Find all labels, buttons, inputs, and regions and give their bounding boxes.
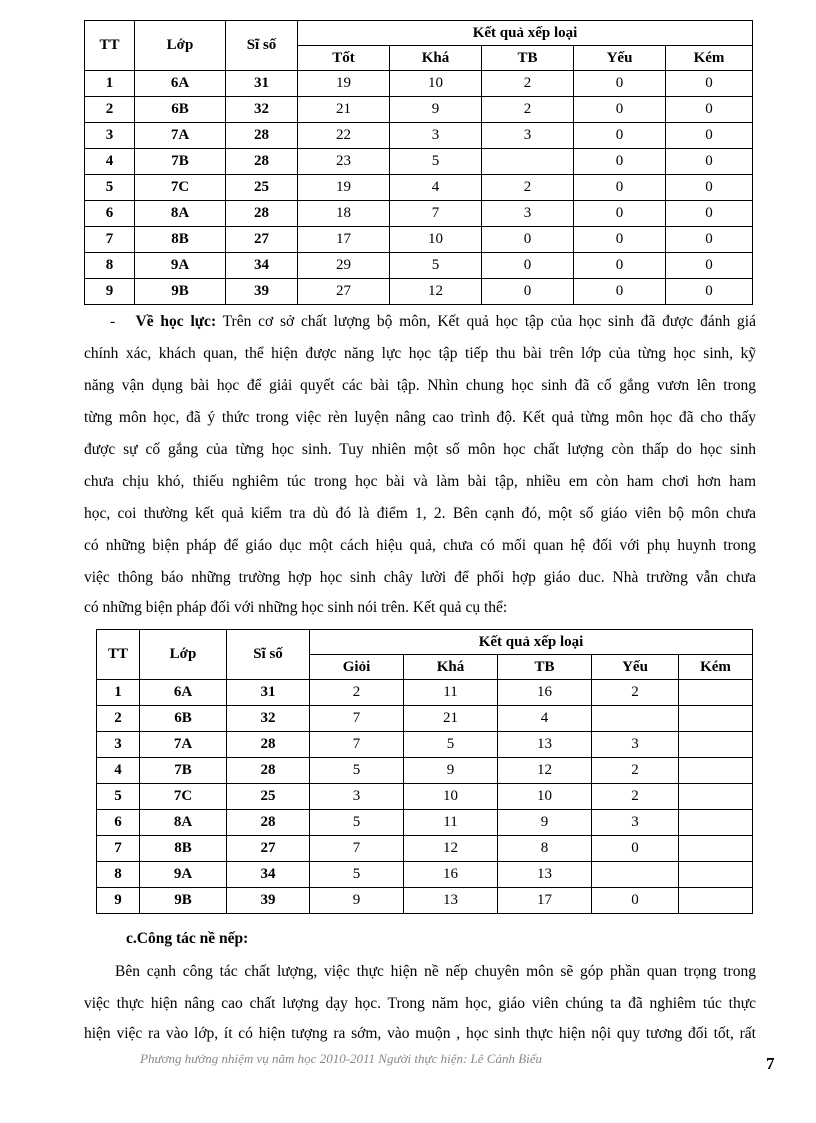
table-cell: 3 — [85, 123, 135, 149]
table-cell: 10 — [390, 71, 482, 97]
table-cell: 3 — [390, 123, 482, 149]
table-cell: 5 — [404, 732, 498, 758]
paragraph-line: học, coi thường kết quả kiểm tra dù đó là điểm 1, 2. Bên cạnh đó, một số giáo viên bộ môn chưa — [84, 505, 756, 522]
table-row — [85, 97, 753, 123]
table-cell: 0 — [666, 279, 753, 305]
paragraph-line: chính xác, khách quan, thể hiện được năng lực học tập tiếp thu bài trên lớp của từng học sinh, kỹ — [84, 345, 756, 362]
table-cell: 28 — [227, 758, 310, 784]
table-cell: 2 — [97, 706, 140, 732]
table-cell: 9A — [135, 253, 226, 279]
table-cell: 0 — [592, 836, 679, 862]
table-cell — [679, 784, 753, 810]
table-cell — [679, 758, 753, 784]
table-row — [97, 888, 753, 914]
paragraph-line: năng vận dụng bài học để giải quyết các bài tập. Nhìn chung học sinh đã cố gắng vươn lên trong — [84, 377, 756, 394]
table-cell — [679, 810, 753, 836]
table-row — [85, 149, 753, 175]
table-cell: 16 — [404, 862, 498, 888]
subheader-kha: Khá — [404, 655, 498, 680]
header-ket-qua: Kết quả xếp loại — [298, 21, 753, 46]
table-cell: 0 — [574, 279, 666, 305]
academic-results-table — [96, 629, 753, 914]
subheader-tot: Tốt — [298, 46, 390, 71]
table-cell: 10 — [404, 784, 498, 810]
table-cell: 19 — [298, 175, 390, 201]
table-cell: 7C — [135, 175, 226, 201]
subheader-kha: Khá — [390, 46, 482, 71]
table-cell: 3 — [592, 810, 679, 836]
table-cell: 21 — [298, 97, 390, 123]
paragraph-line: có những biện pháp để giáo dục một cách hiệu quả, chưa có mối quan hệ đối với phụ huynh trong — [84, 537, 756, 554]
table-cell: 7B — [140, 758, 227, 784]
table-cell: 12 — [404, 836, 498, 862]
table-row — [97, 862, 753, 888]
table-row — [85, 71, 753, 97]
paragraph-line: chưa chịu khó, thiếu nghiêm túc trong học bài và làm bài tập, nhiều em còn ham chơi hơn ham — [84, 473, 756, 490]
table-cell: 0 — [574, 175, 666, 201]
table-cell: 9 — [390, 97, 482, 123]
table-cell: 3 — [482, 123, 574, 149]
table-cell: 9 — [498, 810, 592, 836]
section-line: hiện việc ra vào lớp, ít có hiện tượng ra sớm, vào muộn , học sinh thực hiện nội quy tương đối tốt, rất — [84, 1025, 756, 1042]
table-cell: 0 — [666, 71, 753, 97]
table-cell: 3 — [310, 784, 404, 810]
table-cell: 17 — [298, 227, 390, 253]
table-cell: 2 — [482, 175, 574, 201]
table-cell: 2 — [482, 71, 574, 97]
table-cell: 5 — [97, 784, 140, 810]
header-lop: Lớp — [135, 21, 226, 71]
subheader-kem: Kém — [679, 655, 753, 680]
table-cell: 5 — [310, 862, 404, 888]
table-cell: 5 — [85, 175, 135, 201]
table-cell: 9B — [135, 279, 226, 305]
page-number: 7 — [766, 1054, 775, 1073]
section-heading: c.Công tác nề nếp: — [126, 930, 249, 947]
subheader-yeu: Yếu — [592, 655, 679, 680]
table-cell: 9A — [140, 862, 227, 888]
table-cell: 0 — [482, 279, 574, 305]
table-cell: 7A — [140, 732, 227, 758]
subheader-yeu: Yếu — [574, 46, 666, 71]
table-cell: 9 — [310, 888, 404, 914]
table-cell: 8A — [135, 201, 226, 227]
table-cell: 7A — [135, 123, 226, 149]
table-cell: 27 — [227, 836, 310, 862]
table-body — [85, 71, 753, 305]
table-cell: 32 — [226, 97, 298, 123]
subheader-gioi: Giỏi — [310, 655, 404, 680]
table-cell: 28 — [227, 810, 310, 836]
table-cell: 6B — [135, 97, 226, 123]
table-cell: 0 — [592, 888, 679, 914]
table-cell: 2 — [310, 680, 404, 706]
table-cell: 6 — [97, 810, 140, 836]
table-row — [97, 732, 753, 758]
table-cell: 2 — [592, 680, 679, 706]
table-cell — [679, 680, 753, 706]
table-cell: 23 — [298, 149, 390, 175]
table-cell: 0 — [482, 253, 574, 279]
table-cell: 2 — [482, 97, 574, 123]
table-cell: 0 — [482, 227, 574, 253]
table-row — [85, 279, 753, 305]
table-cell: 3 — [482, 201, 574, 227]
table-cell: 7 — [310, 732, 404, 758]
table-cell: 0 — [666, 175, 753, 201]
table-cell: 4 — [498, 706, 592, 732]
table-cell: 5 — [310, 758, 404, 784]
table-cell: 6A — [135, 71, 226, 97]
table-row — [85, 123, 753, 149]
header-lop: Lớp — [140, 630, 227, 680]
subheader-tb: TB — [498, 655, 592, 680]
table-cell: 9 — [97, 888, 140, 914]
table-cell: 0 — [574, 71, 666, 97]
table-cell: 34 — [226, 253, 298, 279]
table-body — [97, 680, 753, 914]
header-ket-qua: Kết quả xếp loại — [310, 630, 753, 655]
table-cell: 18 — [298, 201, 390, 227]
table-cell: 1 — [97, 680, 140, 706]
table-cell: 19 — [298, 71, 390, 97]
table-row — [85, 175, 753, 201]
table-cell: 5 — [390, 253, 482, 279]
table-cell: 32 — [227, 706, 310, 732]
table-cell: 8B — [140, 836, 227, 862]
table-cell: 27 — [298, 279, 390, 305]
table-cell: 4 — [85, 149, 135, 175]
table-cell — [679, 888, 753, 914]
table-row — [85, 201, 753, 227]
table-cell — [592, 706, 679, 732]
table-cell: 0 — [666, 253, 753, 279]
bullet: - — [110, 313, 116, 330]
table-cell: 6A — [140, 680, 227, 706]
subheader-tb: TB — [482, 46, 574, 71]
table-cell: 28 — [226, 123, 298, 149]
table-cell — [679, 862, 753, 888]
table-cell: 31 — [227, 680, 310, 706]
table-cell: 9 — [85, 279, 135, 305]
table-cell: 0 — [666, 227, 753, 253]
table-cell: 7 — [310, 836, 404, 862]
table-cell: 0 — [666, 201, 753, 227]
table-row — [97, 784, 753, 810]
table-cell: 39 — [227, 888, 310, 914]
table-cell: 9B — [140, 888, 227, 914]
header-tt: TT — [85, 21, 135, 71]
table-cell: 2 — [85, 97, 135, 123]
table-cell: 0 — [666, 97, 753, 123]
table-cell: 13 — [498, 732, 592, 758]
table-cell: 7 — [97, 836, 140, 862]
table-row — [97, 706, 753, 732]
table-cell: 29 — [298, 253, 390, 279]
table-cell: 11 — [404, 810, 498, 836]
header-siso: Sĩ số — [227, 630, 310, 680]
paragraph-title: Về học lực: — [135, 313, 217, 330]
table-cell: 28 — [226, 201, 298, 227]
section-line: Bên cạnh công tác chất lượng, việc thực hiện nề nếp chuyên môn sẽ góp phần quan trọng trong — [115, 963, 756, 980]
table-cell: 7 — [390, 201, 482, 227]
table-cell: 25 — [226, 175, 298, 201]
table-cell: 4 — [390, 175, 482, 201]
paragraph-line: việc thông báo những trường hợp học sinh chây lười để phối hợp giáo duc. Nhà trường vẫn chưa — [84, 569, 756, 586]
table-cell: 0 — [574, 227, 666, 253]
table-cell: 2 — [592, 784, 679, 810]
paragraph-line: có những biện pháp đối với những học sinh nói trên. Kết quả cụ thể: — [84, 599, 508, 616]
table-cell: 21 — [404, 706, 498, 732]
table-cell: 9 — [404, 758, 498, 784]
table-row — [85, 227, 753, 253]
table-row — [97, 810, 753, 836]
table-cell — [592, 862, 679, 888]
paragraph-text: Trên cơ sở chất lượng bộ môn, Kết quả học tập của học sinh đã được đánh giá — [222, 313, 756, 330]
table-cell: 11 — [404, 680, 498, 706]
table-cell: 22 — [298, 123, 390, 149]
table-cell: 10 — [390, 227, 482, 253]
table-cell: 8 — [85, 253, 135, 279]
table-cell: 28 — [227, 732, 310, 758]
table-cell: 13 — [498, 862, 592, 888]
table-cell: 0 — [666, 149, 753, 175]
table-cell: 7C — [140, 784, 227, 810]
table-cell: 17 — [498, 888, 592, 914]
header-siso: Sĩ số — [226, 21, 298, 71]
table-cell: 8 — [498, 836, 592, 862]
table-cell: 27 — [226, 227, 298, 253]
table-cell: 0 — [574, 97, 666, 123]
conduct-results-table — [84, 20, 753, 305]
table-cell: 0 — [574, 149, 666, 175]
table-cell: 10 — [498, 784, 592, 810]
page-footer: Phương hướng nhiệm vụ năm học 2010-2011 Người thực hiện: Lê Cảnh Biểu — [140, 1051, 543, 1066]
table-cell — [679, 836, 753, 862]
table-cell: 8A — [140, 810, 227, 836]
table-cell: 31 — [226, 71, 298, 97]
table-row — [85, 253, 753, 279]
table-cell: 4 — [97, 758, 140, 784]
table-cell: 2 — [592, 758, 679, 784]
table-cell: 12 — [390, 279, 482, 305]
table-cell: 25 — [227, 784, 310, 810]
table-cell: 6 — [85, 201, 135, 227]
table-cell: 16 — [498, 680, 592, 706]
table-cell: 7 — [310, 706, 404, 732]
table-row — [97, 836, 753, 862]
table-cell: 5 — [310, 810, 404, 836]
table-cell: 3 — [97, 732, 140, 758]
table-cell: 39 — [226, 279, 298, 305]
table-cell: 12 — [498, 758, 592, 784]
table-cell: 7B — [135, 149, 226, 175]
table-cell: 34 — [227, 862, 310, 888]
table-cell: 28 — [226, 149, 298, 175]
table-cell: 7 — [85, 227, 135, 253]
table-cell: 8 — [97, 862, 140, 888]
table-cell: 8B — [135, 227, 226, 253]
table-cell — [679, 706, 753, 732]
paragraph-line: được sự cố gắng của từng học sinh. Tuy nhiên một số môn học chất lượng còn thấp do học sinh — [84, 441, 756, 458]
table-cell: 1 — [85, 71, 135, 97]
table-row — [97, 758, 753, 784]
paragraph-line: từng môn học, đã ý thức trong việc rèn luyện nâng cao trình độ. Kết quả từng môn học đã cho thấy — [84, 409, 756, 426]
table-cell — [679, 732, 753, 758]
header-tt: TT — [97, 630, 140, 680]
table-cell: 0 — [666, 123, 753, 149]
section-line: việc thực hiện nâng cao chất lượng dạy học. Trong năm học, giáo viên chúng ta đã nghiêm túc thực — [84, 995, 756, 1012]
table-cell: 0 — [574, 201, 666, 227]
table-cell: 13 — [404, 888, 498, 914]
table-cell: 6B — [140, 706, 227, 732]
table-cell: 5 — [390, 149, 482, 175]
table-cell: 0 — [574, 123, 666, 149]
paragraph-line — [110, 313, 756, 331]
table-row — [97, 680, 753, 706]
table-cell — [482, 149, 574, 175]
table-cell: 0 — [574, 253, 666, 279]
subheader-kem: Kém — [666, 46, 753, 71]
table-cell: 3 — [592, 732, 679, 758]
